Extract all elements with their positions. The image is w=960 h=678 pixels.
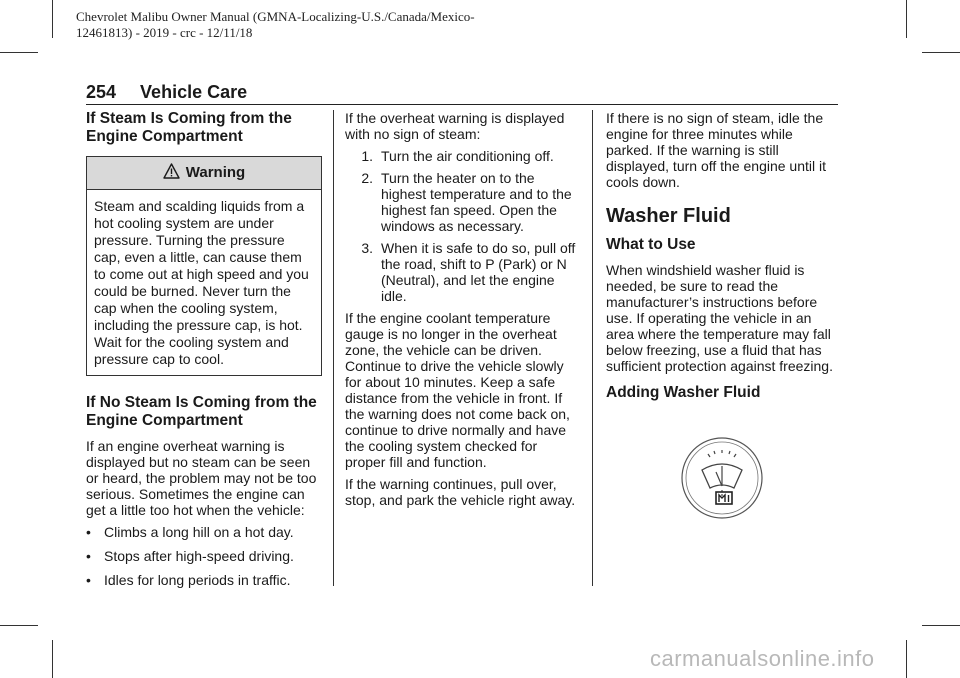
crop-mark (922, 625, 960, 626)
page-header (86, 82, 838, 105)
washer-fluid-cap-icon (680, 436, 764, 525)
warning-text: Steam and scalding liquids from a hot cooling system are under pressure. Turning the pressure cap, even a little, can cause them to come out at high speed and you could be burned. Never turn the cap when the cooling system, including the pressure cap, is hot. Wait for the cooling system and pressure cap to cool. (94, 198, 309, 367)
paragraph: When windshield washer fluid is needed, be sure to read the manufacturer’s instructions before use. If operating the vehicle in an area where the temperature may fall below freezing, use a fluid that has sufficient protection against freezing. (606, 262, 833, 374)
crop-mark (0, 52, 38, 53)
paragraph: If an engine overheat warning is displayed but no steam can be seen or heard, the problem may not be too serious. Sometimes the engine can get a little too hot when the vehicle: (86, 438, 317, 518)
crop-mark (52, 640, 53, 678)
bullet-symbol: • (86, 548, 91, 564)
list-item (345, 170, 581, 234)
heading-washer-fluid: Washer Fluid (606, 205, 731, 227)
step-text: When it is safe to do so, pull off the road, shift to P (Park) or N (Neutral), and let the engine idle. (381, 240, 576, 304)
column-divider (592, 110, 593, 586)
warning-box (86, 156, 322, 376)
bullet-list (86, 524, 322, 588)
crop-mark (922, 52, 960, 53)
column-2 (345, 110, 581, 514)
list-item (345, 240, 581, 304)
crop-mark (0, 625, 38, 626)
document-meta (76, 9, 636, 41)
paragraph: If the overheat warning is displayed with no sign of steam: (345, 110, 565, 142)
crop-mark (52, 0, 53, 38)
warning-header (87, 157, 321, 190)
page-number: 254 (86, 82, 117, 102)
warning-title: Warning (185, 164, 246, 181)
numbered-list (345, 148, 581, 304)
list-item-text: Stops after high-speed driving. (104, 548, 294, 564)
heading-adding-washer-fluid: Adding Washer Fluid (606, 384, 761, 401)
list-item (86, 572, 322, 588)
watermark: carmanualsonline.info (650, 646, 875, 671)
paragraph: If the engine coolant temperature gauge is no longer in the overheat zone, the vehicle can be driven. Continue to drive the vehicle slowly for about 10 minutes. Keep a safe distance from the vehicle in front. If the warning does not come back on, continue to drive normally and have the cooling system checked for proper fill and function. (345, 310, 570, 470)
step-number: 3. (361, 240, 373, 256)
crop-mark (906, 640, 907, 678)
bullet-symbol: • (86, 572, 91, 588)
paragraph: If there is no sign of steam, idle the engine for three minutes while parked. If the warning is still displayed, turn off the engine until it cools down. (606, 110, 827, 190)
heading-no-steam: If No Steam Is Coming from the Engine Compartment (86, 394, 317, 429)
list-item-text: Climbs a long hill on a hot day. (104, 524, 294, 540)
step-text: Turn the heater on to the highest temperature and to the highest fan speed. Open the windows as necessary. (381, 170, 572, 234)
heading-steam: If Steam Is Coming from the Engine Compartment (86, 110, 292, 145)
meta-line-1: Chevrolet Malibu Owner Manual (GMNA-Localizing-U.S./Canada/Mexico- (76, 9, 475, 24)
list-item (86, 524, 322, 540)
warning-triangle-icon (163, 163, 186, 183)
step-number: 2. (361, 170, 373, 186)
list-item-text: Idles for long periods in traffic. (104, 572, 291, 588)
step-text: Turn the air conditioning off. (381, 148, 554, 164)
column-3 (606, 110, 842, 410)
meta-line-2: 12461813) - 2019 - crc - 12/11/18 (76, 25, 253, 40)
bullet-symbol: • (86, 524, 91, 540)
paragraph: If the warning continues, pull over, stop, and park the vehicle right away. (345, 476, 576, 508)
crop-mark (906, 0, 907, 38)
column-1 (86, 110, 322, 596)
list-item (86, 548, 322, 564)
step-number: 1. (361, 148, 373, 164)
list-item (345, 148, 581, 164)
column-divider (333, 110, 334, 586)
section-title: Vehicle Care (140, 82, 248, 102)
heading-what-to-use: What to Use (606, 236, 696, 253)
